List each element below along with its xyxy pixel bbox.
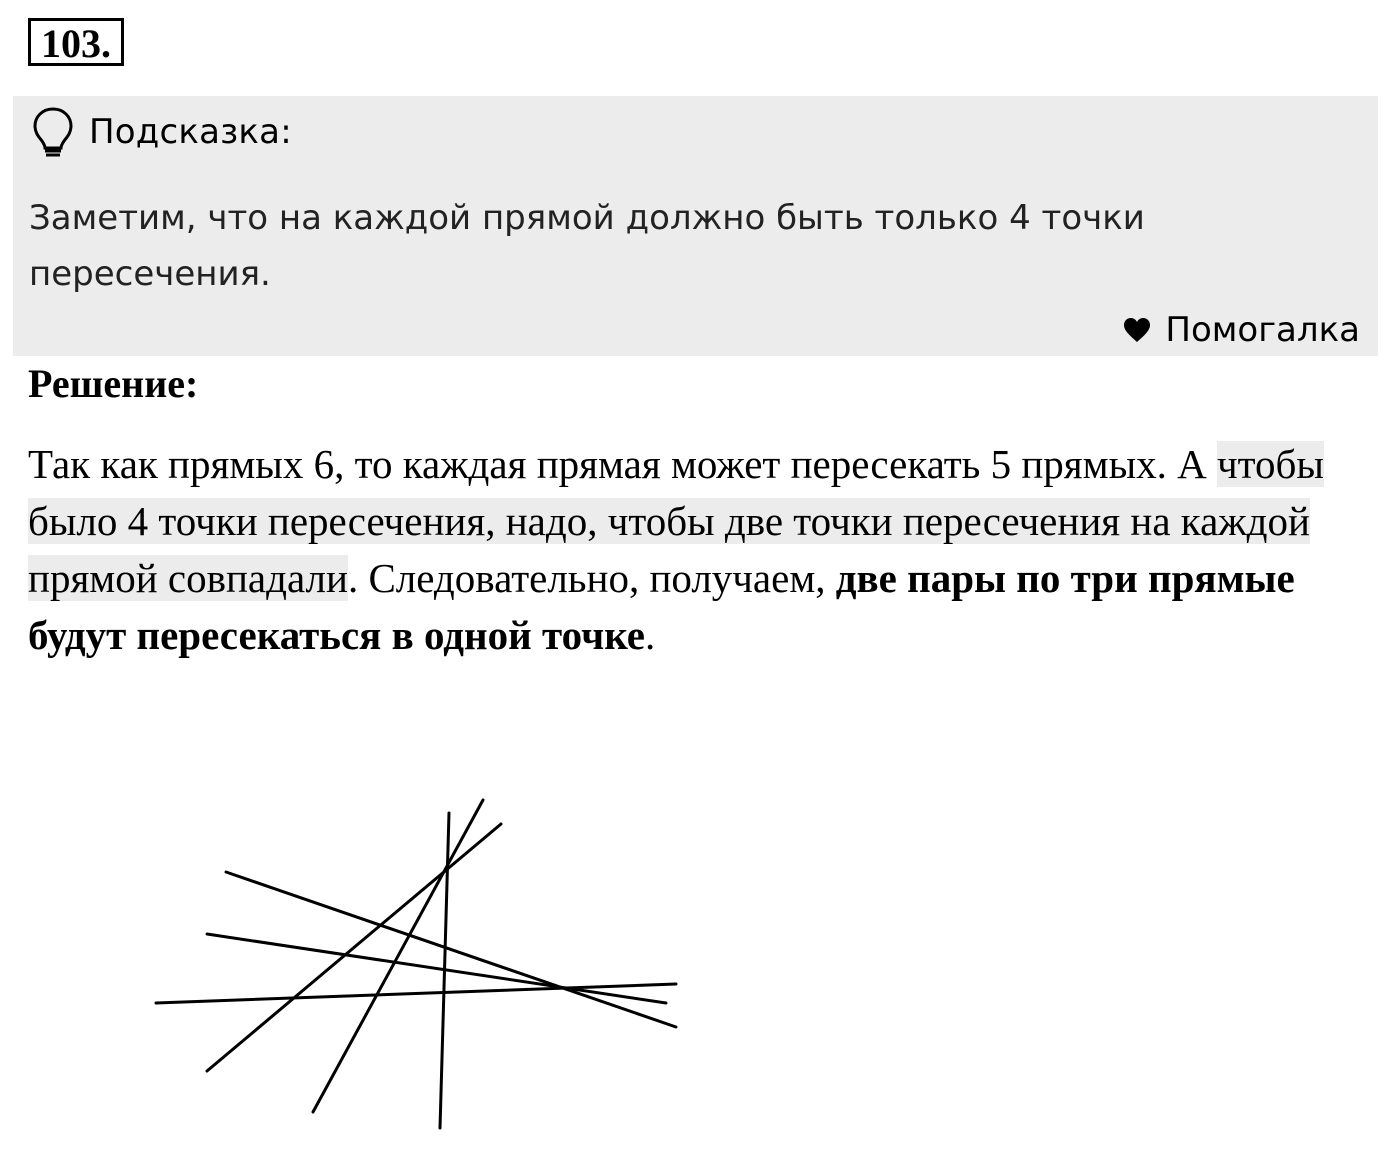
lightbulb-icon [31, 106, 75, 158]
brand-name: Помогалка [1165, 310, 1360, 350]
figure-line-5 [313, 800, 483, 1112]
solution-highlight: чтобы было 4 точки пересечения, надо, чтобы две точки пересечения на каждой прямой совпадали [28, 441, 1324, 601]
problem-number: 103. [28, 18, 124, 66]
figure-line-2 [207, 934, 666, 1003]
hint-box [13, 96, 1378, 356]
hint-header [31, 106, 292, 158]
solution-text [28, 436, 1368, 664]
figure-line-6 [440, 813, 449, 1128]
solution-part3: . [645, 612, 656, 658]
solution-part2: . Следовательно, получаем, [347, 555, 836, 601]
hint-text: Заметим, что на каждой прямой должно быть только 4 точки пересечения. [29, 198, 1145, 294]
heart-icon [1123, 317, 1151, 343]
brand-label [1123, 310, 1360, 350]
figure-line-4 [207, 824, 501, 1071]
figure-line-1 [226, 872, 676, 1027]
hint-title: Подсказка: [89, 112, 292, 152]
solution-heading: Решение: [28, 361, 199, 406]
solution-bold: две пары по три прямые будут пересекаться в одной точке [28, 555, 1295, 658]
solution-part1: Так как прямых 6, то каждая прямая может пересекать 5 прямых. А [28, 441, 1218, 487]
figure-line-3 [156, 984, 676, 1003]
